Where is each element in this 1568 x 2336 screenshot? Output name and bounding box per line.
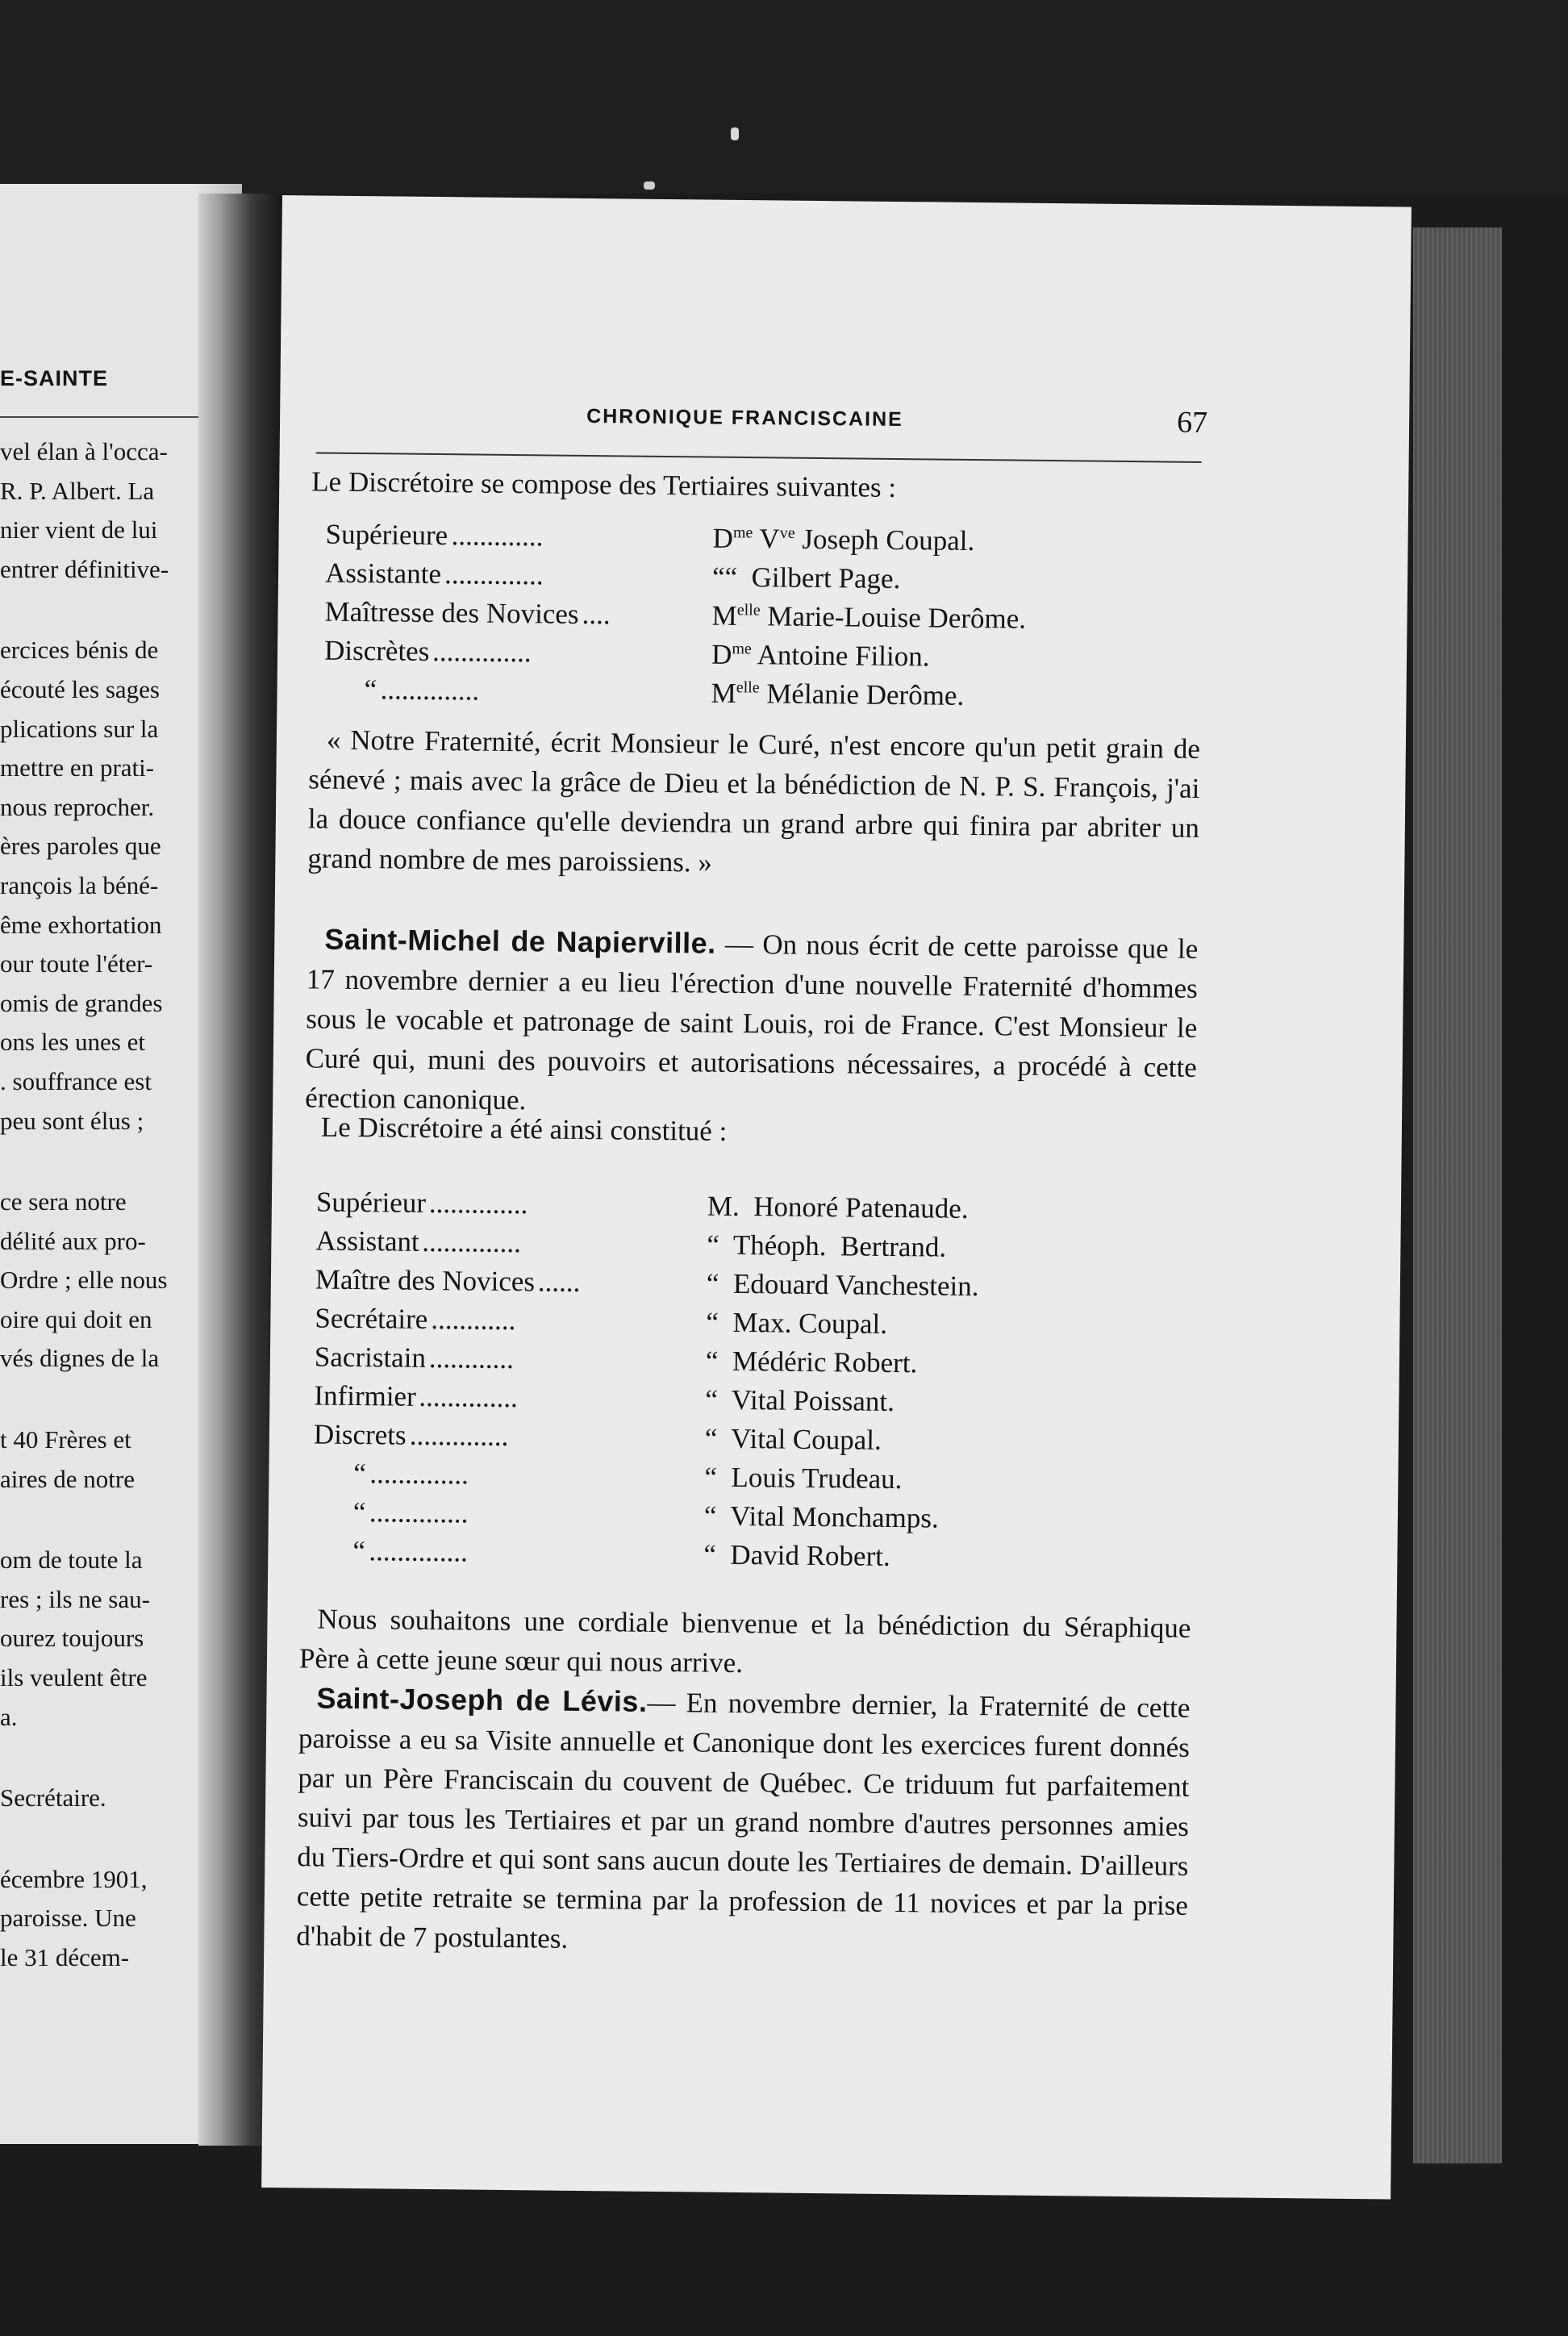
officer-title: “ — [703, 1500, 717, 1532]
officer-role: Discrets — [313, 1418, 407, 1451]
left-text-line: ourez toujours — [0, 1624, 144, 1653]
officer-title: M — [711, 599, 737, 632]
officer-role: Supérieur — [315, 1186, 427, 1219]
title-superscript: ve — [779, 524, 795, 543]
officer-role: Secrétaire — [315, 1302, 428, 1335]
left-running-head: E-SAINTE — [0, 366, 109, 390]
leader-dots: .............. — [369, 1496, 469, 1529]
left-text-line: vel élan à l'occa- — [0, 437, 168, 465]
officer-person: David Robert. — [715, 1538, 890, 1572]
officer-person: Louis Trudeau. — [716, 1461, 903, 1495]
left-text-line: oire qui doit en — [0, 1304, 152, 1333]
officer-name — [711, 600, 1026, 636]
leader-dots: .............. — [432, 635, 532, 669]
officer-person: Edouard Vanchestein. — [719, 1267, 979, 1303]
officer-row — [323, 674, 1146, 721]
officer-name — [704, 1462, 902, 1496]
discretoire-list-men — [312, 1187, 1139, 1583]
title-superscript: me — [732, 524, 753, 542]
officer-name — [707, 1229, 946, 1264]
officer-name — [707, 1191, 969, 1225]
right-page — [261, 195, 1412, 2200]
officer-name — [712, 561, 901, 595]
officer-name — [711, 639, 930, 674]
intro-paragraph-1: Le Discrétoire se compose des Tertiaires suivantes : — [311, 465, 897, 503]
paragraph-welcome: Nous souhaitons une cordiale bienvenue et la bénédiction du Séraphique Père à cette jeune sœur qui nous arrive. — [298, 1603, 1191, 1679]
left-text-line: R. P. Albert. La — [0, 476, 155, 505]
left-text-line: ons les unes et — [0, 1028, 145, 1057]
left-text-line: le 31 décem- — [0, 1943, 130, 1971]
officer-role: Supérieure — [325, 518, 448, 552]
leader-dots: .............. — [380, 674, 480, 707]
officer-name — [707, 1268, 979, 1304]
left-header-rule — [0, 416, 214, 418]
officer-role: Discrètes — [323, 634, 430, 667]
title-prefix: V — [753, 523, 780, 555]
left-text-line: Ordre ; elle nous — [0, 1266, 168, 1295]
officer-title: M. — [707, 1190, 740, 1223]
left-text-line: our toute l'éter- — [0, 949, 153, 978]
officer-name — [712, 523, 974, 557]
paragraph-saint-michel — [305, 919, 1199, 1127]
left-text-line: ils veulent être — [0, 1663, 148, 1692]
leader-dots: .... — [582, 598, 611, 631]
officer-person: “ Gilbert Page. — [724, 561, 901, 595]
leader-dots: .............. — [369, 1535, 469, 1568]
left-text-line: a. — [0, 1702, 18, 1731]
left-text-line: ce sera notre — [0, 1187, 127, 1216]
header-rule — [316, 452, 1202, 462]
left-text-line: Secrétaire. — [0, 1783, 106, 1812]
leader-dots: .............. — [444, 558, 544, 591]
officer-role: Maître des Novices — [315, 1263, 536, 1298]
leader-dots: ............ — [428, 1341, 515, 1375]
title-superscript: elle — [736, 601, 761, 619]
left-text-line: omis de grandes — [0, 988, 163, 1017]
left-text-line: écouté les sages — [0, 674, 160, 703]
left-text-line: om de toute la — [0, 1546, 143, 1575]
officer-person: Max. Coupal. — [718, 1306, 888, 1340]
left-text-line: nous reprocher. — [0, 792, 155, 821]
officer-person: Marie-Louise Derôme. — [760, 600, 1027, 635]
section-text-saint-joseph: — En novembre dernier, la Fraternité de cette paroisse a eu sa Visite annuelle et Canonique dont les exercices furent donnés par un Père Franciscain du couvent de Québec. Ce triduum fut parfaitement suivi par tous les Tertiaires et par un grand nombre d'autres personnes amies du Tiers-Ordre et qui sont sans aucun doute les Tertiaires de demain. D'ailleurs cette petite retraite se termina par la profession de 11 novices et par la prise d'habit de 7 postulantes. — [296, 1686, 1191, 1954]
leader-dots: .............. — [422, 1225, 522, 1259]
left-text-line: délité aux pro- — [0, 1226, 146, 1255]
officer-title: “ — [707, 1228, 720, 1261]
officer-person: Honoré Patenaude. — [739, 1191, 969, 1224]
officer-person: Théoph. Bertrand. — [719, 1228, 947, 1263]
running-head: CHRONIQUE FRANCISCAINE — [586, 404, 903, 432]
left-text-line: res ; ils ne sau- — [0, 1584, 150, 1613]
officer-title: D — [711, 638, 732, 670]
leader-dots: .............. — [369, 1458, 469, 1491]
background-top — [0, 0, 1568, 194]
left-text-line: aires de notre — [0, 1464, 135, 1493]
officer-title: “ — [706, 1306, 719, 1338]
officer-person: Mélanie Derôme. — [759, 678, 965, 711]
left-text-line: mettre en prati- — [0, 753, 155, 782]
officer-name — [706, 1345, 918, 1380]
officer-title: M — [711, 677, 736, 709]
paragraph-saint-joseph — [296, 1678, 1191, 1965]
officer-name — [705, 1384, 895, 1418]
officer-title: “ — [705, 1345, 719, 1377]
officer-role: “ — [352, 1496, 366, 1529]
discretoire-list-women — [323, 519, 1148, 721]
left-text-line: nier vient de lui — [0, 515, 158, 544]
officer-name — [705, 1423, 882, 1457]
intro-paragraph-2: Le Discrétoire a été ainsi constitué : — [320, 1111, 728, 1147]
page-edges — [1413, 227, 1502, 2163]
left-text-line: ême exhortation — [0, 910, 162, 939]
left-text-line: t 40 Frères et — [0, 1425, 131, 1454]
section-text-saint-michel: — On nous écrit de cette paroisse que le 17 novembre dernier a eu lieu l'érection d'une nouvelle Fraternité d'hommes sous le vocable et patronage de saint Louis, roi de France. C'est Monsieur le Curé qui, muni des pouvoirs et autorisations nécessaires, a procédé à cette érection canonique. — [305, 928, 1199, 1116]
officer-role: Infirmier — [314, 1379, 416, 1412]
officer-row — [312, 1534, 1135, 1582]
page-number: 67 — [1176, 405, 1208, 440]
left-text-line: peu sont élus ; — [0, 1106, 144, 1135]
officer-title: “ — [703, 1538, 717, 1571]
officer-name — [711, 678, 964, 712]
officer-person: Vital Poissant. — [717, 1383, 895, 1418]
leader-dots: ............ — [431, 1304, 516, 1337]
paragraph-quote: « Notre Fraternité, écrit Monsieur le Curé, n'est encore qu'un petit grain de sénevé ; mais avec la grâce de Dieu et la bénédiction de N. P. S. François, j'ai la douce confiance qu'elle deviendra un grand arbre qui finira par abriter un grand nombre de mes paroissiens. » — [307, 724, 1201, 878]
left-text-line: rançois la béné- — [0, 870, 159, 899]
title-superscript: me — [732, 640, 752, 658]
left-text-line: . souffrance est — [0, 1066, 152, 1095]
leader-dots: .............. — [428, 1187, 528, 1220]
left-text-line: paroisse. Une — [0, 1904, 136, 1933]
leader-dots: ...... — [537, 1266, 581, 1298]
officer-name — [703, 1539, 890, 1573]
officer-role: “ — [353, 1458, 367, 1490]
left-text-line: vés dignes de la — [0, 1344, 160, 1373]
officer-person: Joseph Coupal. — [794, 523, 975, 557]
officer-title: “ — [704, 1461, 718, 1493]
leader-dots: .............. — [419, 1380, 519, 1414]
officer-role: Sacristain — [314, 1341, 427, 1374]
leader-dots: .............. — [409, 1419, 509, 1453]
officer-role: Assistant — [315, 1224, 419, 1258]
left-text-line: entrer définitive- — [0, 554, 169, 583]
officer-person: Médéric Robert. — [718, 1345, 918, 1379]
officer-title: “ — [711, 561, 725, 593]
left-text-line: ercices bénis de — [0, 636, 159, 665]
officer-title: D — [712, 522, 734, 554]
officer-person: Vital Coupal. — [717, 1422, 882, 1456]
officer-name — [706, 1307, 887, 1341]
left-text-line: ères paroles que — [0, 832, 161, 861]
leader-dots: ............. — [451, 519, 544, 553]
officer-person: Antoine Filion. — [751, 639, 930, 673]
officer-person: Vital Monchamps. — [716, 1500, 939, 1534]
left-text-line: écembre 1901, — [0, 1864, 148, 1893]
officer-name — [704, 1500, 939, 1535]
officer-role: Assistante — [324, 557, 442, 590]
officer-role: “ — [364, 674, 377, 706]
officer-title: “ — [705, 1383, 719, 1416]
officer-title: “ — [706, 1267, 719, 1299]
officer-role: “ — [352, 1535, 366, 1567]
title-superscript: elle — [736, 678, 760, 697]
officer-role: Maîtresse des Novices — [324, 595, 579, 630]
paper-speck — [644, 181, 655, 190]
paper-speck — [731, 127, 739, 140]
officer-title: “ — [704, 1422, 718, 1454]
left-text-line: plications sur la — [0, 714, 159, 743]
section-heading-saint-joseph: Saint-Joseph de Lévis. — [316, 1681, 648, 1718]
section-heading-saint-michel: Saint-Michel de Napierville. — [324, 922, 716, 960]
